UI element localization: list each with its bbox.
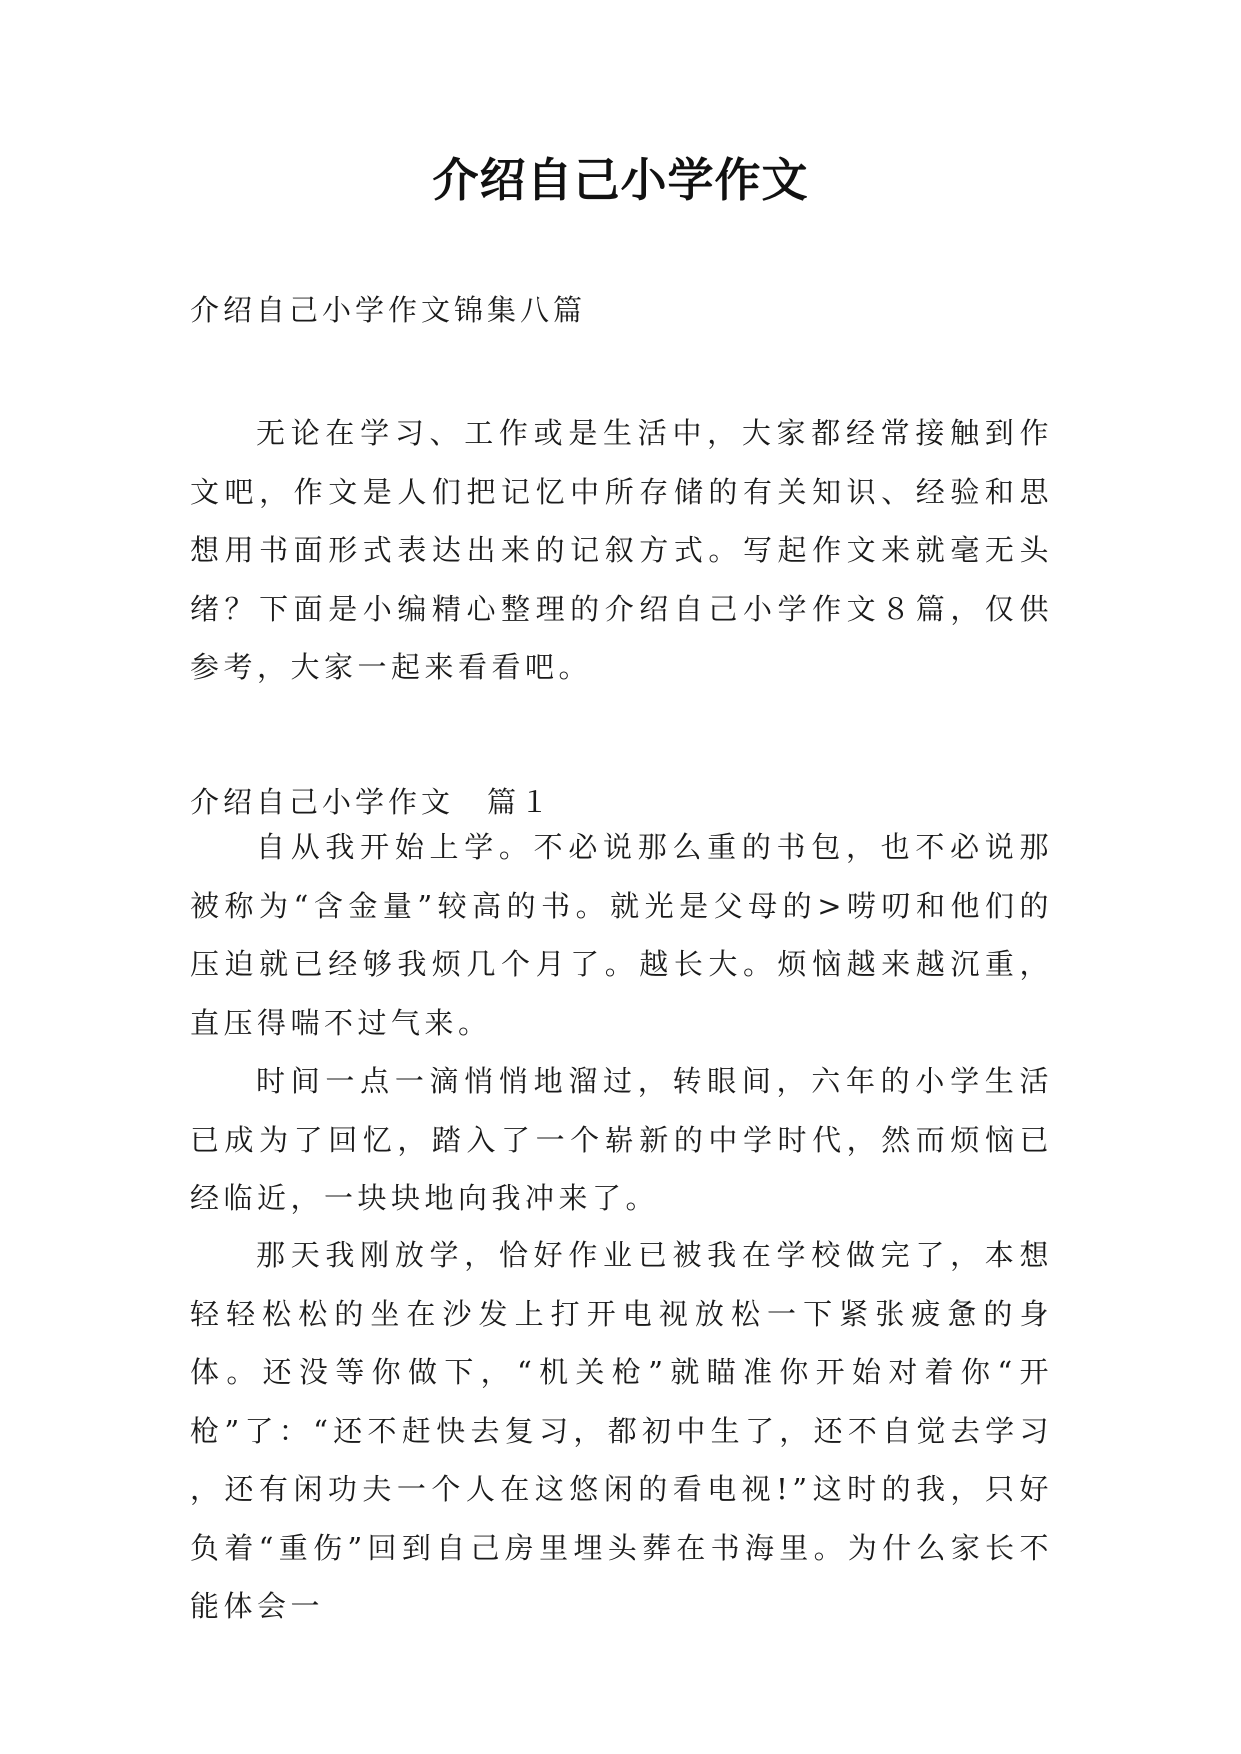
document-title: 介绍自己小学作文	[432, 153, 809, 207]
intro-paragraph: 无论在学习、工作或是生活中，大家都经常接触到作文吧，作文是人们把记忆中所存储的有关知识、经验和思想用书面形式表达出来的记叙方式。写起作文来就毫无头绪？下面是小编精心整理的介绍自己小学作文８篇，仅供参考，大家一起来看看吧。	[190, 416, 1053, 684]
body-paragraph: 时间一点一滴悄悄地溜过，转眼间，六年的小学生活已成为了回忆，踏入了一个崭新的中学时代，然而烦恼已经临近，一块块地向我冲来了。	[190, 1064, 1053, 1215]
body-paragraph: 那天我刚放学，恰好作业已被我在学校做完了，本想轻轻松松的坐在沙发上打开电视放松一下紧张疲惫的身体。还没等你做下，“机关枪”就瞄准你开始对着你“开枪”了：“还不赶快去复习，都初中生了，还不自觉去学习 ，还有闲功夫一个人在这悠闲的看电视!”这时的我，只好负着“重伤”回到自己房里埋头葬在书海里。为什么家长不能体会一	[190, 1238, 1053, 1623]
section-heading: 介绍自己小学作文 篇１	[190, 785, 554, 819]
document-subtitle: 介绍自己小学作文锦集八篇	[190, 293, 587, 327]
body-paragraph: 自从我开始上学。不必说那么重的书包，也不必说那被称为“含金量”较高的书。就光是父母的>唠叨和他们的压迫就已经够我烦几个月了。越长大。烦恼越来越沉重，直压得喘不过气来。	[190, 830, 1053, 1040]
